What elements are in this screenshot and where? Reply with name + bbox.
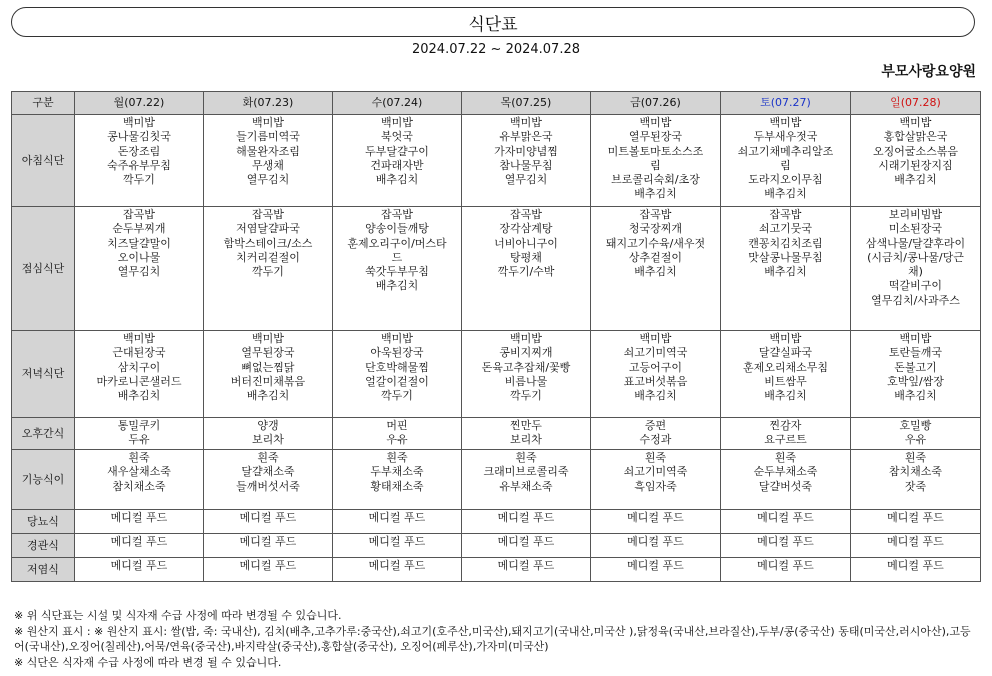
menu-item: 두유	[128, 433, 150, 447]
menu-item: 새우살채소죽	[107, 465, 171, 479]
menu-cell	[75, 331, 204, 418]
menu-item: 찐만두	[510, 419, 542, 432]
menu-item: (시금치/콩나물/당근	[867, 250, 964, 264]
menu-cell	[721, 115, 851, 207]
menu-item: 잡곡밥	[639, 208, 672, 221]
menu-item: 메디컬 푸드	[368, 535, 426, 548]
menu-item: 비트쌈무	[764, 374, 807, 388]
meal-label: 아침식단	[12, 115, 75, 207]
menu-cell	[204, 418, 333, 450]
date-range: 2024.07.22 ~ 2024.07.28	[411, 42, 581, 57]
menu-cell	[851, 558, 981, 582]
menu-item: 메디컬 푸드	[110, 511, 168, 524]
menu-item: 배추김치	[117, 389, 161, 403]
menu-item: 떡갈비구이	[888, 279, 943, 293]
menu-item: 메디컬 푸드	[887, 559, 944, 572]
menu-cell	[333, 418, 462, 450]
menu-item: 달걀채소죽	[241, 465, 295, 479]
menu-item: 열무김치	[246, 173, 290, 187]
note-line: ※ 원산지 표시 : ※ 원산지 표시: 쌀(밥, 죽: 국내산), 김치(배추,고추가루:중국산),쇠고기(호주산,미국산),돼지고기(국내산,미국산 ),닭정육(국내산,브라질산),두부/콩(중국산) 동태(미국산,러시아산),고등어(국내산),오징어(칠레산),어묵/연육(중국산),바지락살(중국산),홍합살(중국산), 오징어(페루산),가자미(미국산)	[14, 624, 971, 653]
menu-item: 보리차	[510, 433, 542, 447]
meal-label: 저염식	[12, 558, 75, 582]
title-banner	[11, 7, 975, 37]
menu-cell	[462, 450, 591, 510]
menu-item: 배추김치	[764, 187, 807, 201]
menu-item: 잡곡밥	[252, 208, 284, 221]
menu-item: 열무김치	[117, 265, 161, 279]
menu-item: 쇠고기뭇국	[758, 222, 813, 236]
menu-item: 단호박해물찜	[365, 360, 429, 374]
menu-cell	[591, 558, 721, 582]
menu-item: 흑임자죽	[634, 479, 677, 493]
menu-cell	[333, 450, 462, 510]
menu-item: 메디컬 푸드	[497, 511, 555, 524]
menu-item: 메디컬 푸드	[368, 559, 426, 572]
menu-item: 달걀실파국	[758, 346, 813, 360]
menu-item: 백미밥	[639, 332, 672, 345]
menu-cell	[721, 534, 851, 558]
menu-item: 배추김치	[764, 389, 807, 403]
menu-item: 메디컬 푸드	[239, 511, 297, 524]
menu-item: 보리비빔밥	[888, 208, 943, 221]
menu-item: 깍두기	[510, 389, 542, 403]
menu-item: 백미밥	[769, 116, 802, 129]
meal-label: 점심식단	[12, 207, 75, 331]
menu-item: 배추김치	[246, 389, 290, 403]
menu-item: 메디컬 푸드	[368, 511, 426, 524]
menu-cell	[591, 510, 721, 534]
menu-cell	[462, 510, 591, 534]
menu-item: 양송이들깨탕	[365, 222, 429, 236]
header-row	[12, 92, 981, 115]
menu-item: 마카로니콘샐러드	[96, 374, 182, 388]
menu-item: 건파래자반	[370, 158, 424, 172]
menu-item: 메디컬 푸드	[757, 511, 814, 524]
menu-cell	[75, 207, 204, 331]
menu-cell	[591, 115, 721, 207]
menu-item: 시래기된장지짐	[878, 158, 953, 172]
menu-item: 참나물무침	[499, 158, 553, 172]
menu-cell	[721, 418, 851, 450]
menu-cell	[851, 450, 981, 510]
menu-item: 홍합살맑은국	[883, 130, 948, 144]
corner-label: 구분	[12, 92, 75, 115]
menu-item: 배추김치	[634, 265, 677, 279]
menu-item: 두부달걀구이	[365, 144, 429, 158]
menu-item: 메디컬 푸드	[757, 535, 814, 548]
menu-item: 메디컬 푸드	[627, 535, 684, 548]
menu-item: 쇠고기미역국	[623, 346, 688, 360]
menu-item: 삼치구이	[117, 360, 161, 374]
menu-item: 쇠고기미역죽	[623, 465, 688, 479]
menu-item: 요구르트	[764, 433, 807, 447]
menu-item: 쑥갓두부무침	[365, 265, 429, 279]
menu-item: 도라지오이무침	[748, 173, 823, 187]
menu-item: 맛살콩나물무침	[748, 250, 823, 264]
menu-item: 열무김치	[504, 173, 548, 187]
menu-item: 증편	[644, 419, 667, 432]
menu-cell	[462, 558, 591, 582]
day-header: 목(07.25)	[462, 92, 591, 115]
menu-cell	[721, 510, 851, 534]
menu-item: 오이나물	[117, 250, 161, 264]
menu-item: 브로콜리숙회/초장	[611, 173, 700, 187]
meal-row	[12, 510, 981, 534]
meal-label: 경관식	[12, 534, 75, 558]
menu-cell	[75, 534, 204, 558]
menu-item: 잡곡밥	[769, 208, 802, 221]
menu-cell	[204, 534, 333, 558]
menu-cell	[851, 534, 981, 558]
menu-cell	[721, 331, 851, 418]
menu-cell	[851, 418, 981, 450]
menu-cell	[462, 115, 591, 207]
menu-item: 돈장조림	[117, 144, 161, 158]
notes	[14, 608, 980, 670]
menu-cell	[333, 331, 462, 418]
menu-item: 흰죽	[904, 451, 927, 464]
menu-item: 표고버섯볶음	[623, 374, 688, 388]
menu-item: 메디컬 푸드	[757, 559, 814, 572]
menu-item: 미소된장국	[888, 222, 943, 236]
meal-row	[12, 331, 981, 418]
menu-item: 메디컬 푸드	[887, 511, 944, 524]
menu-cell	[204, 450, 333, 510]
menu-item: 삼색나물/달걀후라이	[865, 236, 966, 250]
note-line: ※ 위 식단표는 시설 및 식자재 수급 사정에 따라 변경될 수 있습니다.	[14, 609, 342, 622]
menu-item: 백미밥	[769, 332, 802, 345]
menu-item: 깍두기	[381, 389, 413, 403]
menu-item: 백미밥	[899, 116, 932, 129]
menu-item: 달걀버섯죽	[758, 479, 813, 493]
menu-cell	[721, 450, 851, 510]
menu-item: 두부새우젓국	[753, 130, 818, 144]
menu-item: 참치채소죽	[888, 465, 943, 479]
menu-cell	[333, 534, 462, 558]
menu-item: 두부채소죽	[370, 465, 424, 479]
menu-cell	[462, 418, 591, 450]
menu-cell	[591, 207, 721, 331]
meal-row	[12, 450, 981, 510]
menu-item: 보리차	[252, 433, 284, 447]
menu-item: 배추김치	[634, 187, 677, 201]
menu-item: 흰죽	[386, 451, 408, 464]
day-header: 화(07.23)	[204, 92, 333, 115]
meal-label: 저녁식단	[12, 331, 75, 418]
meal-row	[12, 418, 981, 450]
meal-row	[12, 207, 981, 331]
menu-item: 메디컬 푸드	[239, 535, 297, 548]
menu-item: 참치채소죽	[112, 479, 166, 493]
menu-cell	[75, 558, 204, 582]
menu-item: 해물완자조림	[236, 144, 300, 158]
menu-item: 너비아니구이	[494, 236, 558, 250]
menu-item: 백미밥	[510, 116, 542, 129]
menu-body	[12, 115, 981, 582]
menu-item: 림	[650, 158, 661, 172]
menu-item: 순두부찌개	[112, 222, 166, 236]
meal-plan-table	[11, 91, 981, 582]
menu-cell	[333, 558, 462, 582]
menu-item: 백미밥	[252, 332, 284, 345]
organization-name: 부모사랑요양원	[881, 64, 976, 80]
menu-item: 림	[780, 158, 791, 172]
menu-item: 돈불고기	[894, 360, 937, 374]
menu-cell	[204, 331, 333, 418]
menu-item: 캔꽁치김치조림	[748, 236, 823, 250]
menu-item: 머핀	[386, 419, 408, 432]
menu-item: 잡곡밥	[510, 208, 542, 221]
menu-cell	[333, 115, 462, 207]
menu-item: 순두부채소죽	[753, 465, 818, 479]
menu-item: 통밀쿠키	[117, 419, 161, 432]
menu-item: 유부채소죽	[499, 479, 553, 493]
menu-item: 열무된장국	[628, 130, 683, 144]
menu-item: 흰죽	[515, 451, 537, 464]
menu-cell	[462, 534, 591, 558]
menu-item: 청국장찌개	[628, 222, 683, 236]
menu-cell	[721, 558, 851, 582]
menu-item: 고등어구이	[628, 360, 683, 374]
menu-item: 깍두기	[252, 265, 284, 279]
menu-item: 들깨버섯서죽	[236, 479, 300, 493]
page-title: 식단표	[468, 14, 518, 35]
menu-cell	[204, 115, 333, 207]
menu-item: 토란들깨국	[888, 346, 943, 360]
menu-item: 배추김치	[375, 173, 419, 187]
menu-item: 메디컬 푸드	[887, 535, 944, 548]
menu-item: 치커리겉절이	[236, 250, 300, 264]
menu-item: 메디컬 푸드	[110, 535, 168, 548]
menu-cell	[75, 450, 204, 510]
menu-item: 백미밥	[639, 116, 672, 129]
menu-cell	[851, 207, 981, 331]
menu-item: 배추김치	[894, 173, 937, 187]
menu-item: 뼈없는찜닭	[241, 360, 295, 374]
day-header: 월(07.22)	[75, 92, 204, 115]
menu-cell	[333, 207, 462, 331]
menu-item: 가자미양념찜	[494, 144, 558, 158]
day-header: 일(07.28)	[851, 92, 981, 115]
menu-item: 배추김치	[764, 265, 807, 279]
menu-item: 메디컬 푸드	[239, 559, 297, 572]
menu-item: 메디컬 푸드	[110, 559, 168, 572]
menu-item: 쇠고기채메추리알조	[737, 144, 834, 158]
menu-item: 백미밥	[510, 332, 542, 345]
menu-item: 찐감자	[769, 419, 802, 432]
meal-row	[12, 558, 981, 582]
meal-row	[12, 534, 981, 558]
menu-item: 무생채	[252, 158, 284, 172]
day-header: 토(07.27)	[721, 92, 851, 115]
day-header: 수(07.24)	[333, 92, 462, 115]
menu-item: 장각삼계탕	[499, 222, 553, 236]
menu-item: 메디컬 푸드	[497, 559, 555, 572]
menu-item: 잡곡밥	[381, 208, 413, 221]
menu-item: 훈제오리구이/머스타	[347, 236, 447, 250]
menu-cell	[851, 510, 981, 534]
menu-item: 콩나물김칫국	[107, 130, 171, 144]
menu-item: 수정과	[639, 433, 672, 447]
menu-cell	[204, 558, 333, 582]
menu-item: 훈제오리채소무침	[742, 360, 828, 374]
menu-item: 메디컬 푸드	[627, 511, 684, 524]
menu-item: 비름나물	[504, 374, 548, 388]
menu-item: 메디컬 푸드	[497, 535, 555, 548]
menu-item: 탕평채	[510, 250, 542, 264]
menu-item: 잡곡밥	[123, 208, 155, 221]
menu-item: 크래미브로콜리죽	[483, 465, 569, 479]
menu-item: 유부맑은국	[499, 130, 553, 144]
menu-cell	[462, 331, 591, 418]
menu-item: 근대된장국	[112, 346, 166, 360]
menu-cell	[204, 510, 333, 534]
menu-cell	[591, 331, 721, 418]
menu-cell	[75, 510, 204, 534]
menu-cell	[204, 207, 333, 331]
menu-cell	[75, 115, 204, 207]
menu-item: 오징어굴소스볶음	[872, 144, 958, 158]
menu-item: 들기름미역국	[236, 130, 300, 144]
menu-item: 숙주유부무침	[107, 158, 171, 172]
menu-item: 돈육고추잡채/꽃빵	[481, 360, 571, 374]
menu-item: 채)	[908, 265, 923, 279]
menu-cell	[75, 418, 204, 450]
menu-item: 황태채소죽	[370, 479, 424, 493]
menu-item: 버터진미채볶음	[230, 374, 306, 388]
menu-cell	[591, 450, 721, 510]
menu-item: 아욱된장국	[370, 346, 424, 360]
menu-cell	[851, 115, 981, 207]
menu-item: 배추김치	[894, 389, 937, 403]
menu-item: 백미밥	[123, 332, 155, 345]
menu-item: 얼갈이겉절이	[365, 374, 429, 388]
menu-cell	[721, 207, 851, 331]
menu-item: 함박스테이크/소스	[223, 236, 313, 250]
menu-item: 백미밥	[899, 332, 932, 345]
menu-item: 호밀빵	[899, 419, 932, 432]
menu-item: 흰죽	[774, 451, 797, 464]
menu-cell	[591, 534, 721, 558]
menu-item: 상추겉절이	[628, 250, 683, 264]
menu-item: 우유	[386, 433, 408, 447]
menu-item: 호박잎/쌈장	[887, 374, 944, 388]
menu-item: 저염달걀파국	[236, 222, 300, 236]
menu-item: 메디컬 푸드	[627, 559, 684, 572]
menu-item: 북엇국	[381, 130, 413, 144]
note-line: ※ 식단은 식자재 수급 사정에 따라 변경 될 수 있습니다.	[14, 655, 282, 669]
menu-item: 우유	[904, 433, 927, 447]
menu-item: 흰죽	[128, 451, 150, 464]
meal-row	[12, 115, 981, 207]
menu-item: 열무된장국	[241, 346, 295, 360]
menu-item: 깍두기/수박	[497, 265, 555, 279]
menu-item: 돼지고기수육/새우젓	[605, 236, 706, 250]
menu-cell	[462, 207, 591, 331]
menu-item: 백미밥	[123, 116, 155, 129]
menu-cell	[591, 418, 721, 450]
meal-label: 오후간식	[12, 418, 75, 450]
menu-item: 백미밥	[381, 116, 413, 129]
menu-item: 배추김치	[375, 279, 419, 293]
menu-item: 미트볼토마토소스조	[607, 144, 704, 158]
menu-item: 치즈달걀말이	[107, 236, 171, 250]
meal-label: 기능식이	[12, 450, 75, 510]
menu-item: 백미밥	[381, 332, 413, 345]
menu-item: 깍두기	[123, 173, 155, 187]
meal-label: 당뇨식	[12, 510, 75, 534]
day-header: 금(07.26)	[591, 92, 721, 115]
menu-item: 흰죽	[257, 451, 279, 464]
menu-item: 잣죽	[904, 479, 927, 493]
menu-cell	[333, 510, 462, 534]
menu-item: 콩비지찌개	[499, 346, 553, 360]
menu-item: 흰죽	[644, 451, 667, 464]
menu-cell	[851, 331, 981, 418]
menu-item: 열무김치/사과주스	[871, 293, 960, 307]
menu-item: 배추김치	[634, 389, 677, 403]
menu-item: 양갱	[257, 419, 279, 432]
menu-item: 백미밥	[252, 116, 284, 129]
menu-item: 드	[391, 250, 403, 264]
